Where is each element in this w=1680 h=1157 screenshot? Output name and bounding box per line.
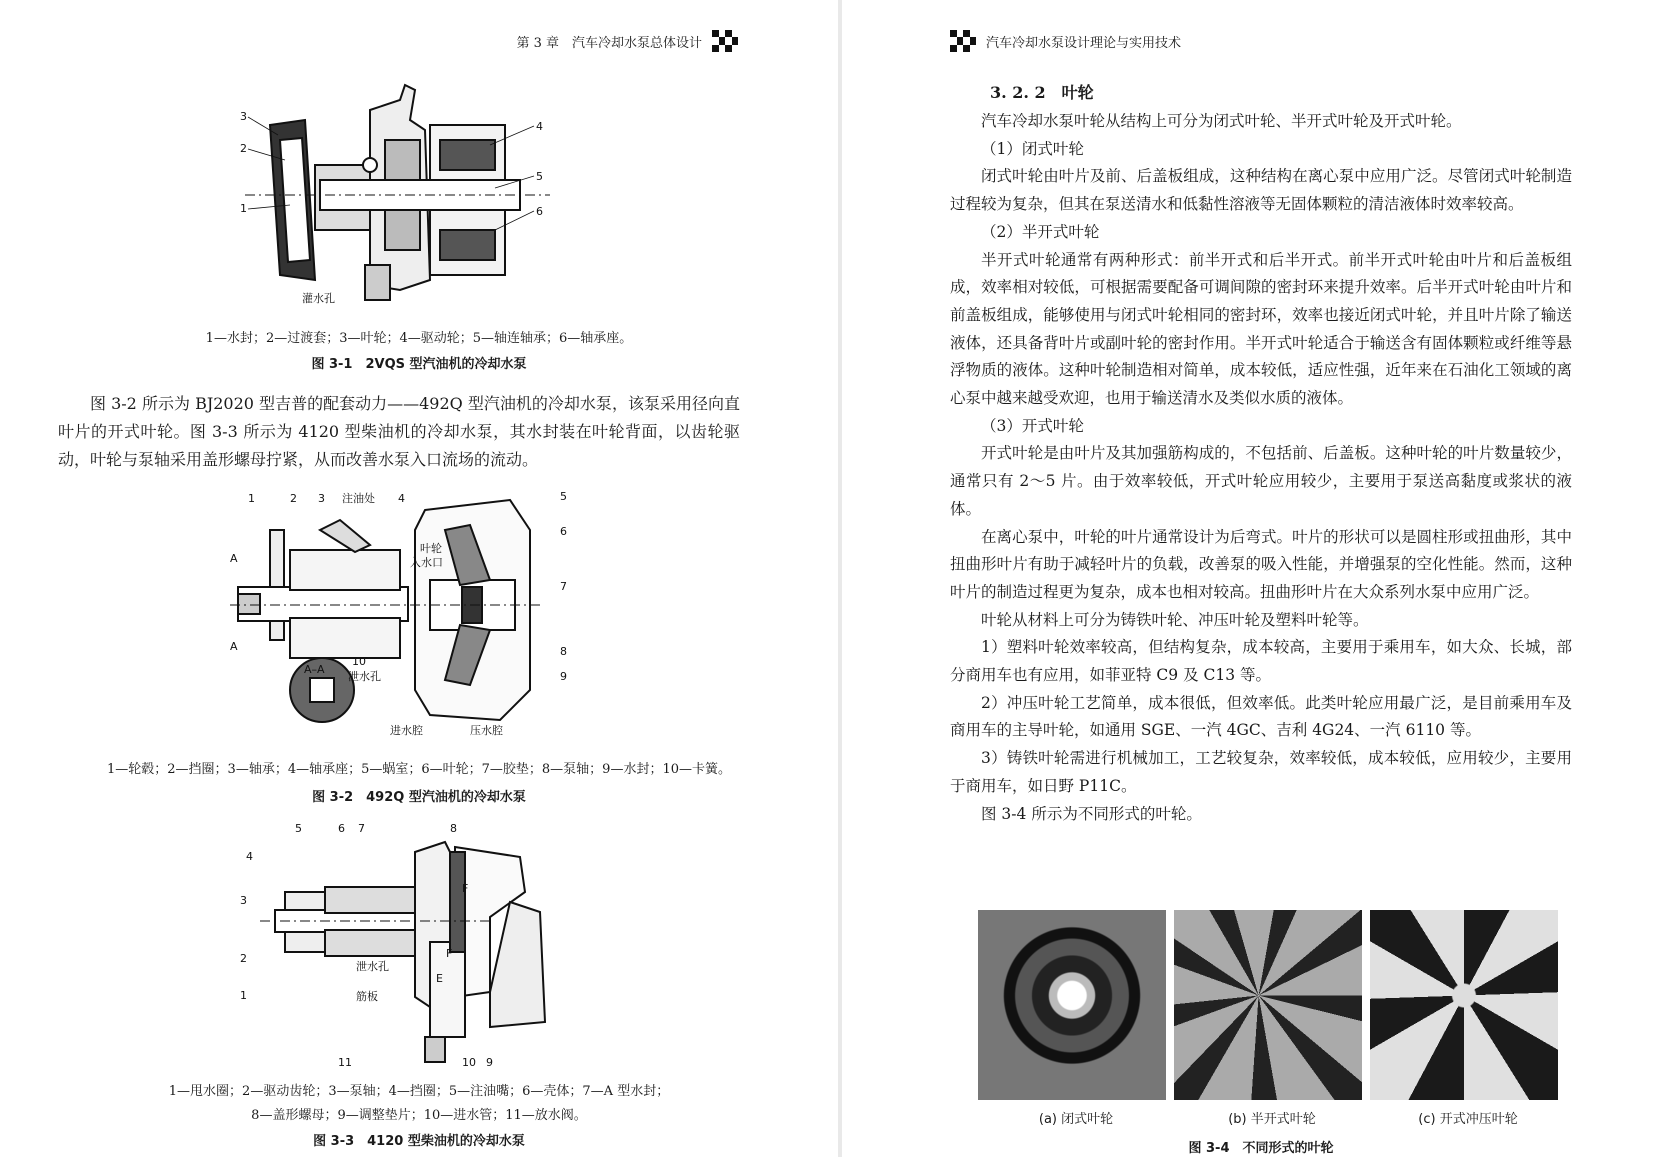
- left-paragraph: 图 3-2 所示为 BJ2020 型吉普的配套动力——492Q 型汽油机的冷却水泵，该泵采用径向直叶片的开式叶轮。图 3-3 所示为 4120 型柴油机的冷却水泵，其水封装在叶轮背面，以齿轮驱动，叶轮与泵轴采用盖形螺母拧紧，从而改善水泵入口流场的流动。: [58, 394, 740, 469]
- fig1-callout-5: 5: [536, 170, 543, 183]
- fig2-callout-2: 2: [290, 492, 297, 505]
- paragraph: 2）冲压叶轮工艺简单，成本很低，但效率低。此类叶轮应用最广泛，是目前乘用车及商用车的主导叶轮，如通用 SGE、一汽 4GC、吉利 4G24、一汽 6110 等。: [950, 693, 1572, 740]
- fig3-legend-line2: 8—盖形螺母；9—调整垫片；10—进水管；11—放水阀。: [251, 1108, 587, 1123]
- paragraph: （1）闭式叶轮: [981, 139, 1084, 158]
- fig2-callout-5: 5: [560, 490, 567, 503]
- fig3-callout-11: 11: [338, 1056, 352, 1069]
- figure-3-2: [230, 490, 590, 750]
- right-page: [842, 0, 1680, 1157]
- fig2-annotation-discharge: 压水腔: [470, 724, 503, 737]
- fig2-annotation-impeller: 叶轮: [420, 542, 442, 555]
- fig3-callout-5: 5: [295, 822, 302, 835]
- fig2-callout-7: 7: [560, 580, 567, 593]
- fig3-annotation-f-top: F: [462, 882, 469, 895]
- paragraph: 1）塑料叶轮效率较高，但结构复杂，成本较高，主要用于乘用车，如大众、长城，部分商用车也有应用，如菲亚特 C9 及 C13 等。: [950, 638, 1572, 685]
- section-heading: 3. 2. 2 叶轮: [990, 83, 1094, 102]
- fig3-legend-line1: 1—甩水圈；2—驱动齿轮；3—泵轴；4—挡圈；5—注油嘴；6—壳体；7—A 型水封；: [168, 1084, 670, 1099]
- fig3-callout-3: 3: [240, 894, 247, 907]
- right-header: [950, 30, 1181, 52]
- paragraph: 开式叶轮是由叶片及其加强筋构成的，不包括前、后盖板。这种叶轮的叶片数量较少，通常只有 2～5 片。由于效率较低，开式叶轮应用较少，主要用于泵送高黏度或浆状的液体。: [950, 444, 1572, 518]
- fig3-callout-9: 9: [486, 1056, 493, 1069]
- paragraph: 图 3-4 所示为不同形式的叶轮。: [981, 804, 1202, 823]
- fig3-annotation-rib: 筋板: [356, 990, 378, 1003]
- figure-3-1: [240, 80, 560, 310]
- fig2-annotation-section: A–A: [304, 663, 325, 676]
- fig4-label-c: (c) 开式冲压叶轮: [1418, 1112, 1518, 1127]
- fig3-callout-1: 1: [240, 989, 247, 1002]
- paragraph: （3）开式叶轮: [981, 416, 1084, 435]
- figure-3-4: [978, 910, 1558, 1100]
- fig4-label-a: (a) 闭式叶轮: [1038, 1112, 1114, 1127]
- fig3-annotation-f-mid: F: [446, 947, 453, 960]
- fig1-annotation: 灌水孔: [302, 292, 335, 305]
- fig3-title: 图 3-3 4120 型柴油机的冷却水泵: [313, 1134, 525, 1149]
- fig2-callout-10: 10: [352, 655, 366, 668]
- fig4-labels: [978, 1108, 1578, 1127]
- fig2-callout-8: 8: [560, 645, 567, 658]
- fig3-annotation-e: E: [436, 972, 443, 985]
- closed-impeller-photo: [978, 910, 1166, 1100]
- fig2-title: 图 3-2 492Q 型汽油机的冷却水泵: [312, 790, 526, 805]
- left-header: [516, 30, 738, 52]
- fig2-callout-9: 9: [560, 670, 567, 683]
- fig2-annotation-inlet: 入水口: [410, 556, 443, 569]
- paragraph: 3）铸铁叶轮需进行机械加工，工艺较复杂，效率较低，成本较低，应用较少，主要用于商用车，如日野 P11C。: [950, 749, 1572, 795]
- checker-icon: [712, 30, 738, 52]
- fig3-callout-2: 2: [240, 952, 247, 965]
- fig1-legend: 1—水封；2—过渡套；3—叶轮；4—驱动轮；5—轴连轴承；6—轴承座。: [205, 331, 633, 346]
- paragraph: 在离心泵中，叶轮的叶片通常设计为后弯式。叶片的形状可以是圆柱形或扭曲形，其中扭曲形叶片有助于减轻叶片的负载，改善泵的吸入性能，并增强泵的空化性能。然而，这种叶片的制造过程更为复杂，成本也相对较高。扭曲形叶片在大众系列水泵中应用广泛。: [950, 527, 1572, 601]
- paragraph: 汽车冷却水泵叶轮从结构上可分为闭式叶轮、半开式叶轮及开式叶轮。: [981, 112, 1462, 130]
- fig3-callout-8: 8: [450, 822, 457, 835]
- fig3-callout-7: 7: [358, 822, 365, 835]
- fig1-callout-6: 6: [536, 205, 543, 218]
- paragraph: 叶轮从材料上可分为铸铁叶轮、冲压叶轮及塑料叶轮等。: [981, 610, 1369, 629]
- fig2-legend: 1—轮毂；2—挡圈；3—轴承；4—轴承座；5—蜗室；6—叶轮；7—胶垫；8—泵轴；9—水封；10—卡簧。: [107, 762, 731, 777]
- fig2-callout-3: 3: [318, 492, 325, 505]
- fig2-annotation-suction: 进水腔: [390, 724, 423, 737]
- fig2-annotation-a-bottom: A: [230, 640, 238, 653]
- right-body: [950, 108, 1572, 828]
- left-header-text: 第 3 章 汽车冷却水泵总体设计: [516, 35, 702, 51]
- right-header-text: 汽车冷却水泵设计理论与实用技术: [986, 35, 1182, 51]
- paragraph: 闭式叶轮由叶片及前、后盖板组成，这种结构在离心泵中应用广泛。尽管闭式叶轮制造过程较为复杂，但其在泵送清水和低黏性溶液等无固体颗粒的清洁液体时效率较高。: [950, 167, 1572, 214]
- fig1-callout-4: 4: [536, 120, 543, 133]
- fig1-title: 图 3-1 2VQS 型汽油机的冷却水泵: [311, 357, 527, 372]
- fig3-callout-10: 10: [462, 1056, 476, 1069]
- fig1-callout-3: 3: [240, 110, 247, 123]
- left-page: [0, 0, 838, 1157]
- fig4-title: 图 3-4 不同形式的叶轮: [1188, 1141, 1334, 1156]
- fig2-annotation-drain: 泄水孔: [348, 670, 381, 683]
- fig3-annotation-drain: 泄水孔: [356, 960, 389, 973]
- fig2-callout-1: 1: [248, 492, 255, 505]
- fig1-callout-2: 2: [240, 142, 247, 155]
- semi-open-impeller-photo: [1174, 910, 1362, 1100]
- figure-3-3: [240, 822, 560, 1072]
- fig2-callout-4: 4: [398, 492, 405, 505]
- fig2-callout-6: 6: [560, 525, 567, 538]
- checker-icon: [950, 30, 976, 52]
- fig2-annotation-a-top: A: [230, 552, 238, 565]
- fig3-callout-6: 6: [338, 822, 345, 835]
- fig4-label-b: (b) 半开式叶轮: [1228, 1112, 1316, 1127]
- fig3-callout-4: 4: [246, 850, 253, 863]
- fig2-annotation-oil: 注油处: [342, 492, 375, 505]
- paragraph: 半开式叶轮通常有两种形式：前半开式和后半开式。前半开式叶轮由叶片和后盖板组成，效率相对较低，可根据需要配备可调间隙的密封环来提升效率。后半开式叶轮由叶片和前盖板组成，能够使用与闭式叶轮相同的密封环，效率也接近闭式叶轮，并且叶片除了输送液体，还具备背叶片或副叶轮的密封作用。半开式叶轮适合于输送含有固体颗粒或纤维等悬浮物质的液体。这种叶轮制造相对简单，成本较低，适应性强，近年来在石油化工领域的离心泵中越来越受欢迎，也用于输送清水及类似水质的液体。: [950, 250, 1572, 408]
- fig1-callout-1: 1: [240, 202, 247, 215]
- paragraph: （2）半开式叶轮: [981, 222, 1100, 241]
- open-impeller-photo: [1370, 910, 1558, 1100]
